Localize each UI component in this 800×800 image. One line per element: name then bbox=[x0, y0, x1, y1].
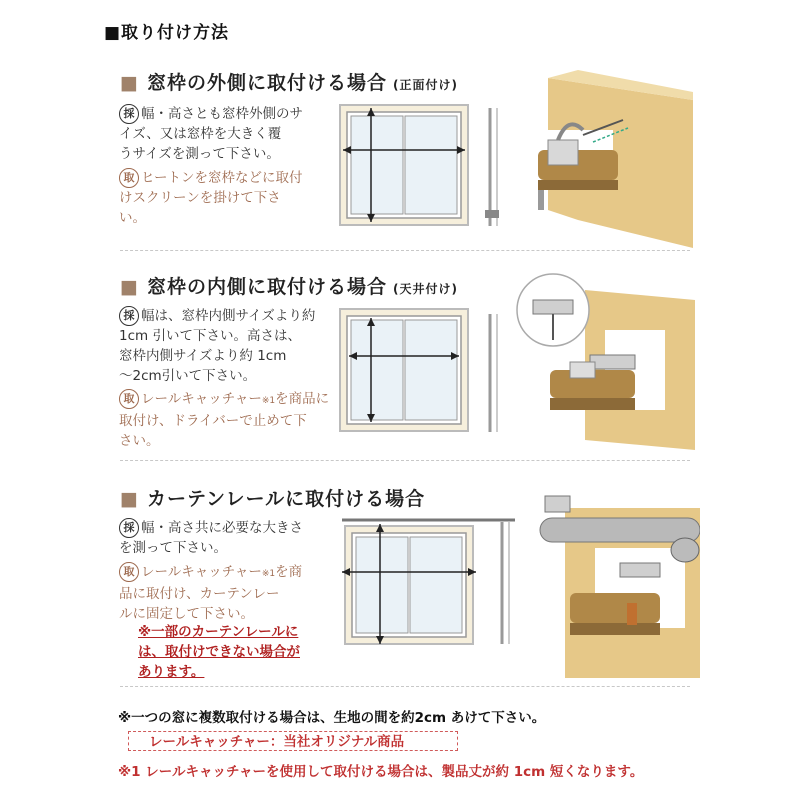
footer-note-length: ※1 レールキャッチャーを使用して取付ける場合は、製品丈が約 1cm 短くなります。 bbox=[118, 764, 644, 780]
section-1-install-text: 取 ヒートンを窓枠などに取付 けスクリーンを掛けて下さ い。 bbox=[119, 170, 303, 226]
note-ref: ※1 bbox=[261, 569, 276, 579]
install-mark-icon: 取 bbox=[119, 562, 139, 582]
section-3-title: ■ カーテンレールに取付ける場合 bbox=[120, 488, 426, 510]
section-2-measure-text: 採 幅は、窓枠内側サイズより約 1cm 引いて下さい。高さは、 窓枠内側サイズより約 1cm 〜2cm引いて下さい。 bbox=[119, 308, 316, 384]
measure-mark-icon: 採 bbox=[119, 518, 139, 538]
note-ref: ※1 bbox=[261, 396, 276, 406]
section-2-subtitle: (天井付け) bbox=[392, 282, 458, 296]
window-diagram-inside bbox=[335, 304, 510, 444]
bracket-illustration-rail bbox=[535, 488, 700, 678]
footer-original-product-box: レールキャッチャー：当社オリジナル商品 bbox=[128, 731, 458, 751]
section-3-measure-text: 採 幅・高さ共に必要な大きさ を測って下さい。 bbox=[119, 520, 303, 556]
section-2-install-text: 取 レールキャッチャー※1を商品に 取付け、ドライバーで止めて下 さい。 bbox=[119, 391, 330, 449]
section-3-install-text: 取 レールキャッチャー※1を商 品に取付け、カーテンレー ルに固定して下さい。 bbox=[119, 564, 303, 622]
page-title: ■取り付け方法 bbox=[104, 23, 230, 43]
section-3-warning: ※一部のカーテンレールに は、取付けできない場合が あります。 bbox=[138, 624, 300, 680]
bracket-illustration-outside bbox=[518, 70, 700, 248]
window-diagram-outside bbox=[335, 100, 510, 240]
measure-mark-icon: 採 bbox=[119, 104, 139, 124]
section-2-title: ■ 窓枠の内側に取付ける場合 (天井付け) bbox=[120, 276, 458, 298]
install-mark-icon: 取 bbox=[119, 168, 139, 188]
section-divider bbox=[120, 250, 690, 251]
section-1-title: ■ 窓枠の外側に取付ける場合 (正面付け) bbox=[120, 72, 458, 94]
section-1-measure-text: 採 幅・高さとも窓枠外側のサ イズ、又は窓枠を大きく覆 うサイズを測って下さい。 bbox=[119, 106, 303, 162]
install-mark-icon: 取 bbox=[119, 389, 139, 409]
section-divider bbox=[120, 686, 690, 687]
measure-mark-icon: 採 bbox=[119, 306, 139, 326]
section-1-subtitle: (正面付け) bbox=[392, 78, 458, 92]
section-divider bbox=[120, 460, 690, 461]
footer-note-spacing: ※一つの窓に複数取付ける場合は、生地の間を約2cm あけて下さい。 bbox=[118, 710, 546, 726]
window-diagram-rail bbox=[340, 512, 520, 652]
bracket-illustration-inside bbox=[515, 270, 700, 450]
